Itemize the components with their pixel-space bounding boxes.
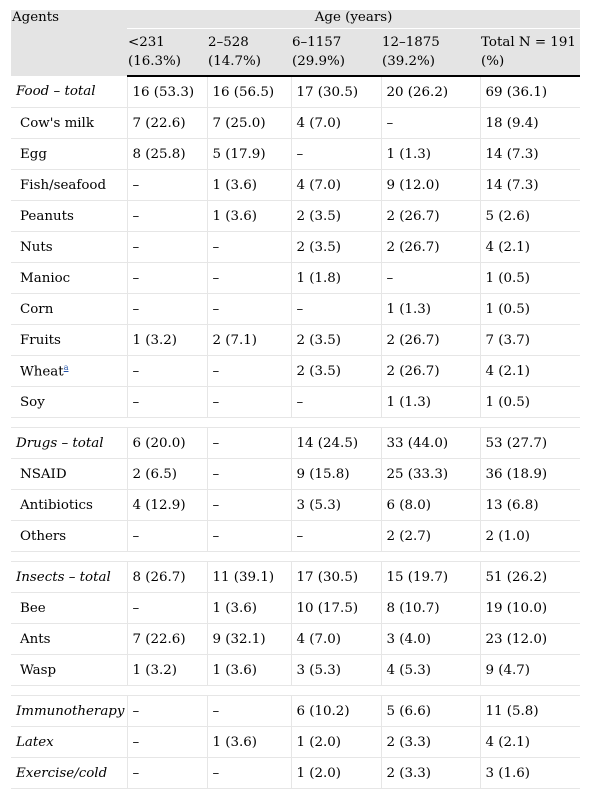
table-cell: 2 (1.0) bbox=[480, 521, 580, 552]
table-cell: 16 (53.3) bbox=[127, 76, 207, 108]
row-label: Others bbox=[20, 528, 67, 544]
age-group-header: Age (years) bbox=[127, 10, 580, 29]
table-cell: – bbox=[381, 263, 480, 294]
table-cell: 53 (27.7) bbox=[480, 428, 580, 459]
table-row bbox=[11, 428, 580, 459]
table-cell: 2 (3.5) bbox=[291, 232, 381, 263]
row-label-cell bbox=[11, 696, 127, 727]
table-cell: 6 (20.0) bbox=[127, 428, 207, 459]
table-cell: 33 (44.0) bbox=[381, 428, 480, 459]
table-cell: 10 (17.5) bbox=[291, 593, 381, 624]
table-cell: 2 (7.1) bbox=[207, 325, 291, 356]
row-label-cell bbox=[11, 521, 127, 552]
table-cell: 20 (26.2) bbox=[381, 76, 480, 108]
table-cell: – bbox=[207, 387, 291, 418]
column-header bbox=[480, 29, 580, 77]
table-cell: 4 (2.1) bbox=[480, 356, 580, 387]
table-cell: 1 (1.3) bbox=[381, 294, 480, 325]
table-cell: 2 (3.5) bbox=[291, 201, 381, 232]
table-cell: 16 (56.5) bbox=[207, 76, 291, 108]
column-range: <231 bbox=[128, 35, 165, 50]
column-header bbox=[291, 29, 381, 77]
row-label: Peanuts bbox=[20, 208, 74, 224]
table-cell: – bbox=[291, 139, 381, 170]
group-spacer bbox=[11, 552, 580, 562]
table-cell: 1 (1.3) bbox=[381, 387, 480, 418]
table-row bbox=[11, 459, 580, 490]
table-cell: 1 (0.5) bbox=[480, 387, 580, 418]
table-cell: 11 (5.8) bbox=[480, 696, 580, 727]
table-cell: 1 (3.6) bbox=[207, 593, 291, 624]
row-label-cell bbox=[11, 655, 127, 686]
table-cell: 17 (30.5) bbox=[291, 562, 381, 593]
table-cell: 3 (4.0) bbox=[381, 624, 480, 655]
row-label-cell bbox=[11, 201, 127, 232]
table-cell: 2 (26.7) bbox=[381, 325, 480, 356]
table-cell: – bbox=[127, 263, 207, 294]
table-cell: 69 (36.1) bbox=[480, 76, 580, 108]
table-row bbox=[11, 108, 580, 139]
table-cell: 14 (24.5) bbox=[291, 428, 381, 459]
row-label-cell bbox=[11, 593, 127, 624]
row-label: Drugs – total bbox=[16, 435, 104, 451]
table-cell: 4 (7.0) bbox=[291, 170, 381, 201]
table-cell: 7 (3.7) bbox=[480, 325, 580, 356]
table-cell: 11 (39.1) bbox=[207, 562, 291, 593]
table-row bbox=[11, 655, 580, 686]
table-cell: – bbox=[381, 108, 480, 139]
table-cell: 5 (6.6) bbox=[381, 696, 480, 727]
row-label-cell bbox=[11, 232, 127, 263]
table-row bbox=[11, 294, 580, 325]
table-row bbox=[11, 170, 580, 201]
table-cell: 17 (30.5) bbox=[291, 76, 381, 108]
table-cell: 4 (7.0) bbox=[291, 624, 381, 655]
table-cell: 5 (17.9) bbox=[207, 139, 291, 170]
table-cell: 2 (3.5) bbox=[291, 325, 381, 356]
row-label-cell bbox=[11, 325, 127, 356]
row-label-cell bbox=[11, 758, 127, 789]
table-cell: 2 (3.3) bbox=[381, 758, 480, 789]
table-cell: 2 (3.3) bbox=[381, 727, 480, 758]
group-spacer bbox=[11, 418, 580, 428]
column-range: 12–1875 bbox=[382, 35, 440, 50]
table-row bbox=[11, 696, 580, 727]
table-cell: 2 (6.5) bbox=[127, 459, 207, 490]
table-cell: 5 (2.6) bbox=[480, 201, 580, 232]
table-cell: 4 (7.0) bbox=[291, 108, 381, 139]
column-pct: (29.9%) bbox=[292, 54, 345, 69]
column-header bbox=[207, 29, 291, 77]
row-label-cell bbox=[11, 76, 127, 108]
table-cell: – bbox=[291, 294, 381, 325]
column-header bbox=[381, 29, 480, 77]
table-cell: – bbox=[207, 263, 291, 294]
row-label-cell bbox=[11, 562, 127, 593]
table-cell: 1 (3.6) bbox=[207, 201, 291, 232]
table-cell: 14 (7.3) bbox=[480, 170, 580, 201]
table-cell: 2 (26.7) bbox=[381, 201, 480, 232]
table-cell: – bbox=[207, 696, 291, 727]
row-label: Fish/seafood bbox=[20, 177, 107, 193]
table-body bbox=[11, 76, 580, 789]
table-row bbox=[11, 593, 580, 624]
column-pct: (16.3%) bbox=[128, 54, 181, 69]
row-label: Bee bbox=[20, 600, 46, 616]
table-cell: 1 (2.0) bbox=[291, 727, 381, 758]
table-cell: 36 (18.9) bbox=[480, 459, 580, 490]
table-cell: 51 (26.2) bbox=[480, 562, 580, 593]
table-cell: 1 (3.2) bbox=[127, 655, 207, 686]
row-label: Cow's milk bbox=[20, 115, 94, 131]
table-cell: – bbox=[207, 294, 291, 325]
table-cell: 4 (2.1) bbox=[480, 727, 580, 758]
table-row bbox=[11, 201, 580, 232]
table-cell: – bbox=[127, 593, 207, 624]
column-range: 2–528 bbox=[208, 35, 249, 50]
table-cell: 1 (3.6) bbox=[207, 655, 291, 686]
spacer-cell bbox=[11, 418, 580, 428]
row-label-cell bbox=[11, 459, 127, 490]
row-label: Corn bbox=[20, 301, 54, 317]
table-row bbox=[11, 387, 580, 418]
row-label: Immunotherapy bbox=[16, 703, 125, 719]
column-range: Total N = 191 bbox=[481, 35, 576, 50]
table-cell: – bbox=[207, 490, 291, 521]
table-cell: – bbox=[127, 387, 207, 418]
table-row bbox=[11, 758, 580, 789]
table-cell: – bbox=[207, 428, 291, 459]
row-label: Wasp bbox=[20, 662, 57, 678]
table-cell: 8 (10.7) bbox=[381, 593, 480, 624]
table-cell: 1 (3.2) bbox=[127, 325, 207, 356]
column-range: 6–1157 bbox=[292, 35, 342, 50]
table-row bbox=[11, 727, 580, 758]
column-pct: (14.7%) bbox=[208, 54, 261, 69]
table-cell: – bbox=[207, 459, 291, 490]
table-cell: – bbox=[127, 521, 207, 552]
table-cell: 9 (32.1) bbox=[207, 624, 291, 655]
table-cell: 9 (15.8) bbox=[291, 459, 381, 490]
row-label: Exercise/cold bbox=[16, 765, 108, 781]
table-cell: 7 (22.6) bbox=[127, 108, 207, 139]
row-label: Ants bbox=[20, 631, 51, 647]
column-pct: (39.2%) bbox=[382, 54, 435, 69]
table-cell: 4 (12.9) bbox=[127, 490, 207, 521]
table-cell: – bbox=[127, 356, 207, 387]
table-cell: – bbox=[127, 727, 207, 758]
table-cell: 13 (6.8) bbox=[480, 490, 580, 521]
table-cell: 4 (2.1) bbox=[480, 232, 580, 263]
spacer-cell bbox=[11, 686, 580, 696]
table-row bbox=[11, 521, 580, 552]
row-label-cell bbox=[11, 428, 127, 459]
table-cell: – bbox=[127, 294, 207, 325]
row-label: Food – total bbox=[16, 84, 96, 99]
table-cell: 6 (8.0) bbox=[381, 490, 480, 521]
row-label: NSAID bbox=[20, 466, 67, 482]
table-cell: 15 (19.7) bbox=[381, 562, 480, 593]
row-label-cell bbox=[11, 387, 127, 418]
table-cell: – bbox=[127, 170, 207, 201]
table-cell: 19 (10.0) bbox=[480, 593, 580, 624]
table-cell: 23 (12.0) bbox=[480, 624, 580, 655]
table-cell: 8 (26.7) bbox=[127, 562, 207, 593]
table-cell: 1 (3.6) bbox=[207, 727, 291, 758]
row-label-cell bbox=[11, 490, 127, 521]
table-row bbox=[11, 356, 580, 387]
table-cell: 3 (5.3) bbox=[291, 655, 381, 686]
row-label: Latex bbox=[16, 734, 54, 750]
table-cell: 1 (1.3) bbox=[381, 139, 480, 170]
row-label: Nuts bbox=[20, 239, 53, 255]
table-row bbox=[11, 325, 580, 356]
table-row bbox=[11, 490, 580, 521]
group-spacer bbox=[11, 686, 580, 696]
table-row bbox=[11, 139, 580, 170]
table-row bbox=[11, 562, 580, 593]
row-label: Insects – total bbox=[16, 569, 111, 585]
row-label: Egg bbox=[20, 146, 47, 162]
table-cell: 1 (2.0) bbox=[291, 758, 381, 789]
table-cell: 9 (12.0) bbox=[381, 170, 480, 201]
table-cell: 7 (22.6) bbox=[127, 624, 207, 655]
table-cell: – bbox=[127, 201, 207, 232]
row-label-cell bbox=[11, 263, 127, 294]
footnote-link[interactable]: a bbox=[63, 362, 69, 372]
row-label: Manioc bbox=[20, 270, 71, 286]
table-cell: 18 (9.4) bbox=[480, 108, 580, 139]
table-cell: – bbox=[207, 758, 291, 789]
table-cell: 7 (25.0) bbox=[207, 108, 291, 139]
table-cell: 4 (5.3) bbox=[381, 655, 480, 686]
table-cell: 25 (33.3) bbox=[381, 459, 480, 490]
row-label-cell bbox=[11, 356, 127, 387]
table-cell: 6 (10.2) bbox=[291, 696, 381, 727]
table-cell: – bbox=[207, 232, 291, 263]
row-label-cell bbox=[11, 139, 127, 170]
table-cell: – bbox=[291, 387, 381, 418]
row-label-cell bbox=[11, 294, 127, 325]
spacer-cell bbox=[11, 552, 580, 562]
allergy-agents-table bbox=[11, 10, 580, 789]
row-label-cell bbox=[11, 108, 127, 139]
row-label: Soy bbox=[20, 394, 45, 410]
row-label-cell bbox=[11, 727, 127, 758]
row-label-cell bbox=[11, 170, 127, 201]
agents-header: Agents bbox=[11, 10, 127, 76]
table-cell: 2 (26.7) bbox=[381, 356, 480, 387]
table-cell: 3 (1.6) bbox=[480, 758, 580, 789]
table-cell: 1 (0.5) bbox=[480, 294, 580, 325]
table-cell: 14 (7.3) bbox=[480, 139, 580, 170]
column-pct: (%) bbox=[481, 54, 505, 69]
table-cell: 2 (3.5) bbox=[291, 356, 381, 387]
table-row bbox=[11, 76, 580, 108]
table-cell: 1 (1.8) bbox=[291, 263, 381, 294]
table-cell: 3 (5.3) bbox=[291, 490, 381, 521]
table-cell: 1 (0.5) bbox=[480, 263, 580, 294]
table-cell: 2 (2.7) bbox=[381, 521, 480, 552]
row-label: Antibiotics bbox=[20, 497, 93, 513]
table-cell: 1 (3.6) bbox=[207, 170, 291, 201]
row-label-cell bbox=[11, 624, 127, 655]
column-header bbox=[127, 29, 207, 77]
table-cell: – bbox=[127, 232, 207, 263]
row-label: Wheat bbox=[20, 364, 64, 380]
table-row bbox=[11, 263, 580, 294]
table-cell: – bbox=[291, 521, 381, 552]
table-cell: – bbox=[207, 356, 291, 387]
table-cell: – bbox=[127, 758, 207, 789]
table-row bbox=[11, 232, 580, 263]
table-row bbox=[11, 624, 580, 655]
table-cell: 2 (26.7) bbox=[381, 232, 480, 263]
table-cell: – bbox=[207, 521, 291, 552]
table-cell: 8 (25.8) bbox=[127, 139, 207, 170]
table-cell: – bbox=[127, 696, 207, 727]
table-cell: 9 (4.7) bbox=[480, 655, 580, 686]
row-label: Fruits bbox=[20, 332, 61, 348]
